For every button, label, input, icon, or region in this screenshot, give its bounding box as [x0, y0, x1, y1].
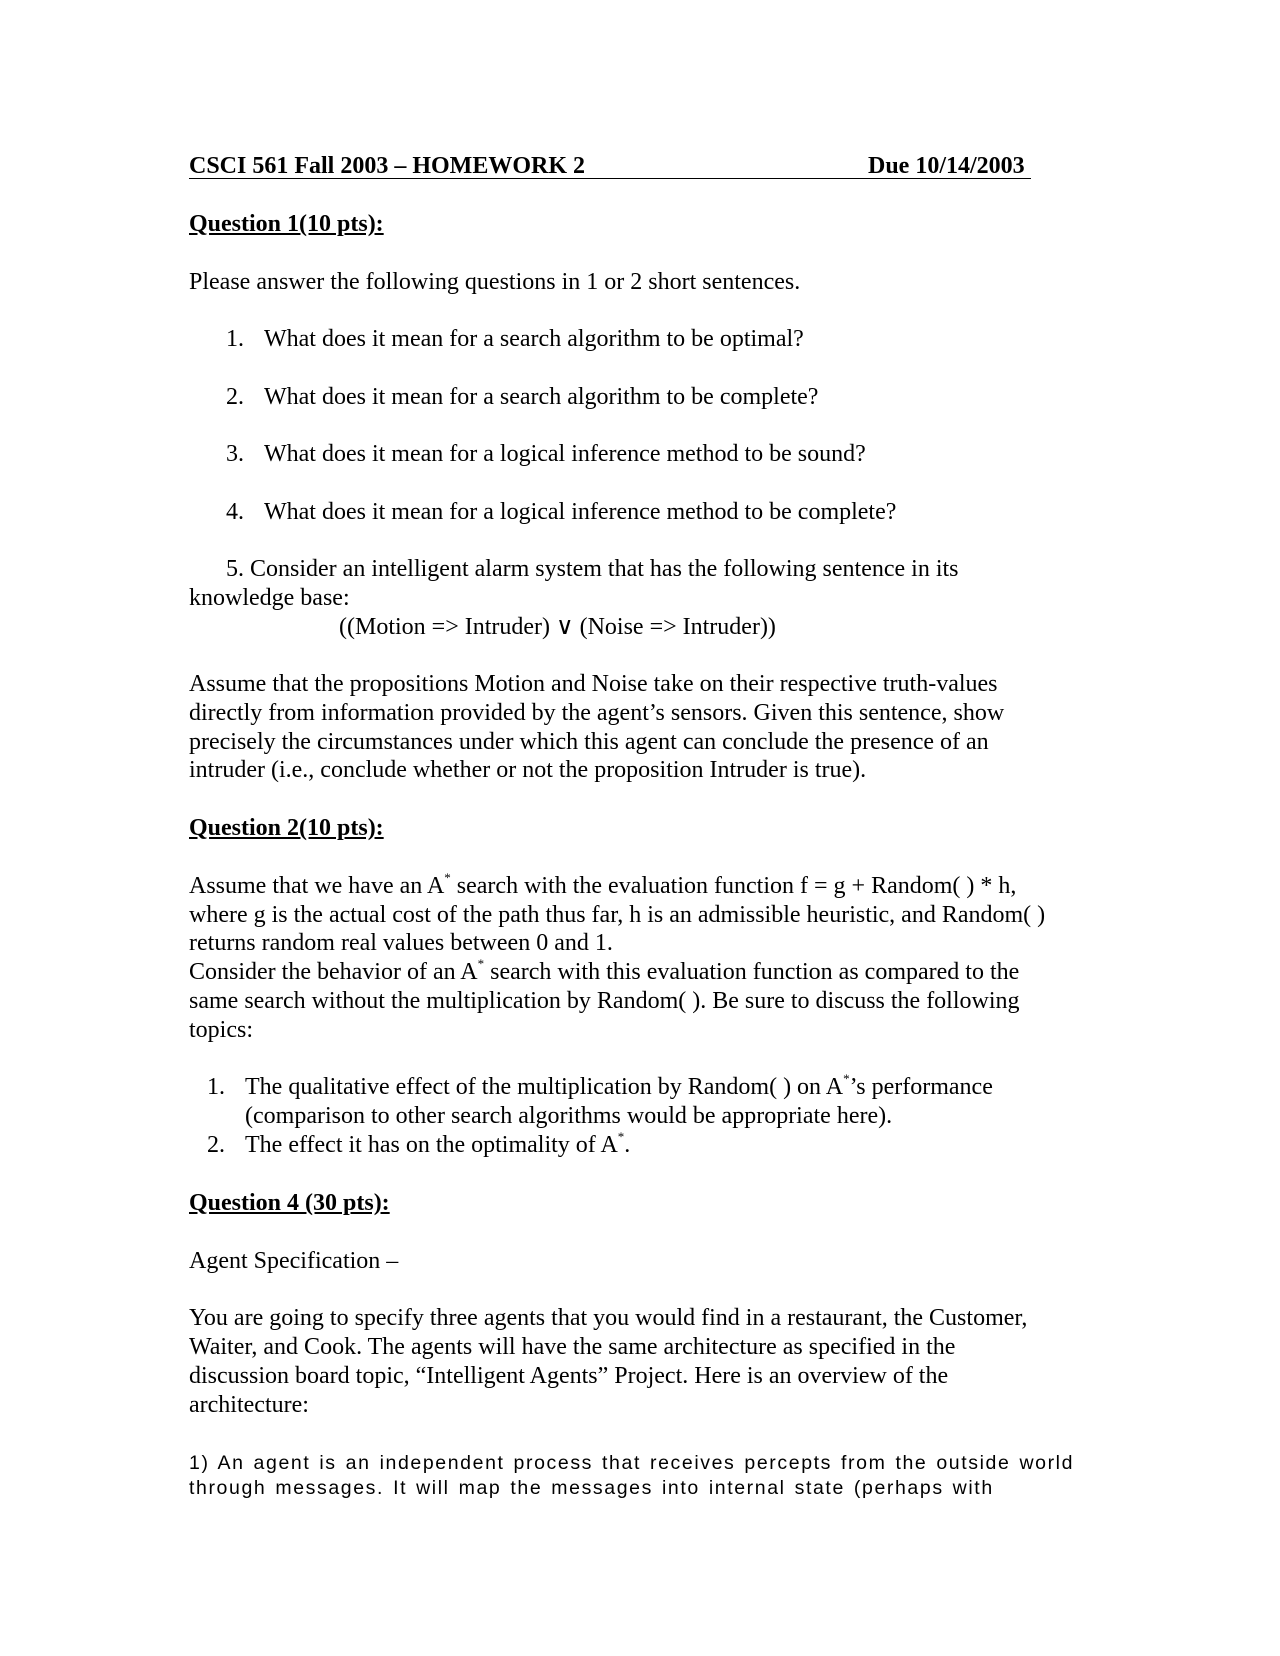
q2-line-5: same search without the multiplication by Random( ). Be sure to discuss the following — [189, 988, 1020, 1014]
q4-paragraph-line: Waiter, and Cook. The agents will have the same architecture as specified in the — [189, 1334, 956, 1360]
asterisk-superscript: * — [477, 956, 485, 971]
q2-line-6: topics: — [189, 1017, 253, 1043]
q2-line-3: returns random real values between 0 and 1. — [189, 930, 613, 956]
q2-item-1 — [245, 1073, 993, 1102]
q2-line-1 — [189, 872, 1016, 901]
q1-item-text: What does it mean for a logical inference method to be sound? — [264, 441, 866, 467]
asterisk-superscript: * — [843, 1071, 850, 1086]
q1-item-5-line-2: knowledge base: — [189, 585, 350, 611]
asterisk-superscript: * — [617, 1129, 625, 1144]
q4-subtitle: Agent Specification – — [189, 1248, 399, 1274]
q2-item-2-start: The effect it has on the optimality of A — [245, 1132, 618, 1158]
q2-item-2-end: . — [624, 1132, 631, 1158]
q1-item-text: What does it mean for a search algorithm to be complete? — [264, 384, 819, 410]
q1-item-number: 3. — [226, 441, 244, 467]
question-1-heading: Question 1(10 pts): — [189, 211, 384, 237]
q4-paragraph-line: architecture: — [189, 1392, 309, 1418]
q1-item-5-line-1: 5. Consider an intelligent alarm system that has the following sentence in its — [226, 556, 959, 582]
due-date: Due 10/14/2003 — [868, 153, 1025, 179]
q4-point-line: through messages. It will map the messages into internal state (perhaps with — [189, 1477, 994, 1499]
q2-line-2: where g is the actual cost of the path thus far, h is an admissible heuristic, and Random( ) — [189, 902, 1046, 928]
q1-assume-line: intruder (i.e., conclude whether or not the proposition Intruder is true). — [189, 757, 867, 783]
q4-paragraph-line: You are going to specify three agents that you would find in a restaurant, the Customer, — [189, 1305, 1028, 1331]
q1-assume-line: directly from information provided by the agent’s sensors. Given this sentence, show — [189, 700, 1005, 726]
asterisk-superscript: * — [444, 870, 451, 885]
q2-item-2 — [245, 1131, 630, 1160]
question-2-heading: Question 2(10 pts): — [189, 815, 384, 841]
q4-point-line: 1) An agent is an independent process that receives percepts from the outside world — [189, 1452, 1075, 1474]
logic-formula: ((Motion => Intruder) ∨ (Noise => Intruder)) — [339, 614, 776, 640]
question-4-heading: Question 4 (30 pts): — [189, 1190, 390, 1216]
q1-item-number: 2. — [226, 384, 244, 410]
q1-item-text: What does it mean for a search algorithm to be optimal? — [264, 326, 804, 352]
homework-title: CSCI 561 Fall 2003 – HOMEWORK 2 — [189, 153, 586, 179]
q2-item-1-end: ’s performance — [849, 1074, 993, 1100]
q2-line-1-end: search with the evaluation function f = g + Random( ) * h, — [450, 873, 1017, 899]
q2-item-number: 1. — [207, 1074, 225, 1100]
q2-item-number: 2. — [207, 1132, 225, 1158]
header-underline — [189, 178, 1031, 179]
q2-line-4-end: search with this evaluation function as compared to the — [484, 959, 1020, 985]
q2-line-4 — [189, 958, 1019, 987]
q2-line-4-start: Consider the behavior of an A — [189, 959, 478, 985]
q2-item-1-start: The qualitative effect of the multiplication by Random( ) on A — [245, 1074, 844, 1100]
q2-line-1-start: Assume that we have an A — [189, 873, 445, 899]
q1-item-text: What does it mean for a logical inference method to be complete? — [264, 499, 897, 525]
q1-assume-line: Assume that the propositions Motion and Noise take on their respective truth-values — [189, 671, 998, 697]
q1-assume-line: precisely the circumstances under which this agent can conclude the presence of an — [189, 729, 989, 755]
q4-paragraph-line: discussion board topic, “Intelligent Agents” Project. Here is an overview of the — [189, 1363, 949, 1389]
question-1-intro: Please answer the following questions in 1 or 2 short sentences. — [189, 269, 801, 295]
q1-item-number: 4. — [226, 499, 244, 525]
q1-item-number: 1. — [226, 326, 244, 352]
q2-item-1-line-2: (comparison to other search algorithms would be appropriate here). — [245, 1103, 893, 1129]
